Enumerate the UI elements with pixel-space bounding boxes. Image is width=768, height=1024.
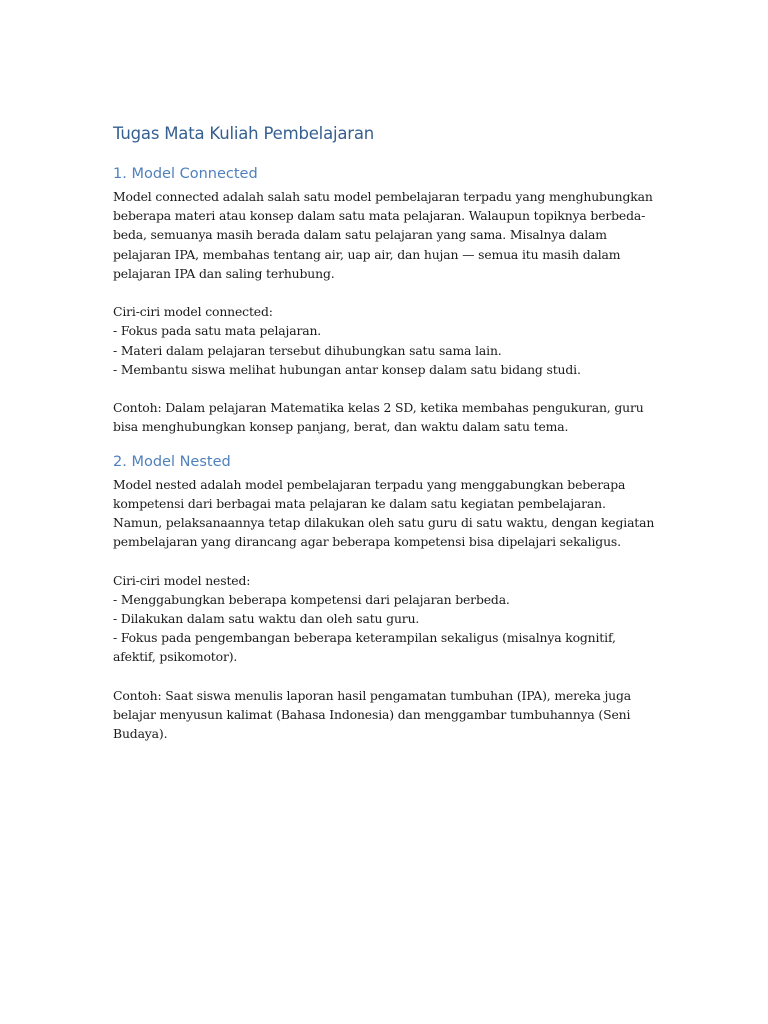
feature-item: - Membantu siswa melihat hubungan antar konsep dalam satu bidang studi. <box>113 361 581 377</box>
features-label: Ciri-ciri model nested: <box>113 572 251 588</box>
feature-item: - Fokus pada pengembangan beberapa keterampilan sekaligus (misalnya kognitif, afektif, psikomotor). <box>113 630 616 665</box>
feature-item: - Materi dalam pelajaran tersebut dihubungkan satu sama lain. <box>113 342 502 358</box>
paragraph-spacer <box>113 551 658 570</box>
feature-item: - Menggabungkan beberapa kompetensi dari pelajaran berbeda. <box>113 591 510 607</box>
features-block-model-connected <box>113 302 658 379</box>
document-title: Tugas Mata Kuliah Pembelajaran <box>113 124 375 143</box>
feature-item: - Fokus pada satu mata pelajaran. <box>113 323 322 339</box>
section-heading-model-nested: 2. Model Nested <box>113 453 231 470</box>
section-intro-model-connected: Model connected adalah salah satu model pembelajaran terpadu yang menghubungkan beberapa materi atau konsep dalam satu mata pelajaran. Walaupun topiknya berbeda-beda, semuanya masih berada dalam satu pelajaran yang sama. Misalnya dalam pelajaran IPA, membahas tentang air, uap air, dan hujan — semua itu masih dalam pelajaran IPA dan saling terhubung. <box>113 189 653 281</box>
example-model-nested: Contoh: Saat siswa menulis laporan hasil pengamatan tumbuhan (IPA), mereka juga belajar menyusun kalimat (Bahasa Indonesia) dan menggambar tumbuhannya (Seni Budaya). <box>113 687 632 742</box>
document-content <box>113 122 658 743</box>
feature-item: - Dilakukan dalam satu waktu dan oleh satu guru. <box>113 611 420 627</box>
example-model-connected: Contoh: Dalam pelajaran Matematika kelas 2 SD, ketika membahas pengukuran, guru bisa menghubungkan konsep panjang, berat, dan waktu dalam satu tema. <box>113 400 644 435</box>
features-block-model-nested <box>113 571 658 667</box>
paragraph-spacer <box>113 379 658 398</box>
section-spacer <box>113 437 658 451</box>
section-intro-model-nested: Model nested adalah model pembelajaran terpadu yang menggabungkan beberapa kompetensi dari berbagai mata pelajaran ke dalam satu kegiatan pembelajaran. Namun, pelaksanaannya tetap dilakukan oleh satu guru di satu waktu, dengan kegiatan pembelajaran yang dirancang agar beberapa kompetensi bisa dipelajari sekaligus. <box>113 476 655 550</box>
paragraph-spacer <box>113 283 658 302</box>
section-heading-model-connected: 1. Model Connected <box>113 166 258 182</box>
paragraph-spacer <box>113 667 658 686</box>
features-label: Ciri-ciri model connected: <box>113 304 273 320</box>
